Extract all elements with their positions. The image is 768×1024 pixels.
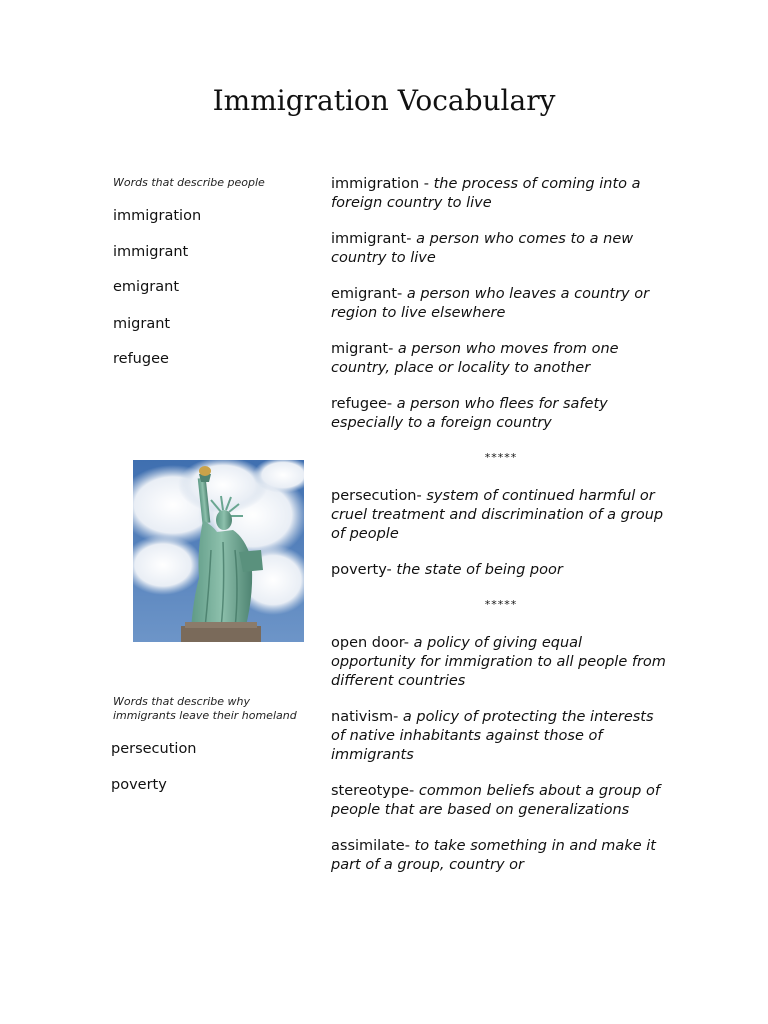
statue-of-liberty-image [133, 460, 304, 642]
definition-immigrant [331, 230, 671, 268]
separator: ***** [484, 598, 518, 611]
definition-emigrant [331, 285, 671, 323]
people-caption: Words that describe people [113, 176, 265, 189]
meaning: to take something in and make it part of a group, country or [331, 838, 656, 873]
definition-poverty [331, 561, 671, 580]
definition-refugee [331, 395, 671, 433]
term: open door- [331, 635, 410, 651]
word-emigrant: emigrant [113, 279, 180, 295]
why-caption-line1: Words that describe why [113, 695, 251, 708]
definition-immigration [331, 175, 671, 213]
term: migrant- [331, 341, 394, 357]
meaning: a policy of protecting the interests of native inhabitants against those of immigrants [331, 709, 654, 763]
term: stereotype- [331, 783, 415, 799]
why-caption-line2: immigrants leave their homeland [113, 709, 297, 722]
meaning: a person who leaves a country or region to live elsewhere [331, 286, 650, 321]
word-immigration: immigration [113, 208, 202, 224]
term: refugee- [331, 396, 393, 412]
meaning: the process of coming into a foreign country to live [331, 176, 641, 211]
term: emigrant- [331, 286, 403, 302]
why-caption [113, 695, 297, 723]
definition-open-door [331, 634, 671, 691]
definitions-column [331, 175, 671, 892]
meaning: common beliefs about a group of people that are based on generalizations [331, 783, 660, 818]
term: poverty- [331, 562, 392, 578]
word-immigrant: immigrant [113, 244, 189, 260]
definition-persecution [331, 487, 671, 544]
definition-migrant [331, 340, 671, 378]
word-refugee: refugee [113, 351, 169, 367]
separator: ***** [484, 451, 518, 464]
term: assimilate- [331, 838, 410, 854]
term: immigrant- [331, 231, 412, 247]
meaning: a person who flees for safety especially to a foreign country [331, 396, 608, 431]
meaning: the state of being poor [396, 562, 563, 578]
meaning: a person who comes to a new country to live [331, 231, 634, 266]
term: persecution- [331, 488, 422, 504]
term: nativism- [331, 709, 399, 725]
word-migrant: migrant [113, 316, 171, 332]
page-title: Immigration Vocabulary [212, 84, 556, 117]
definition-nativism [331, 708, 671, 765]
definition-stereotype [331, 782, 671, 820]
term: immigration - [331, 176, 429, 192]
definition-assimilate [331, 837, 671, 875]
meaning: system of continued harmful or cruel treatment and discrimination of a group of people [331, 488, 664, 542]
meaning: a policy of giving equal opportunity for immigration to all people from different countries [331, 635, 666, 689]
word-poverty: poverty [111, 777, 167, 793]
word-persecution: persecution [111, 741, 197, 757]
meaning: a person who moves from one country, place or locality to another [331, 341, 619, 376]
